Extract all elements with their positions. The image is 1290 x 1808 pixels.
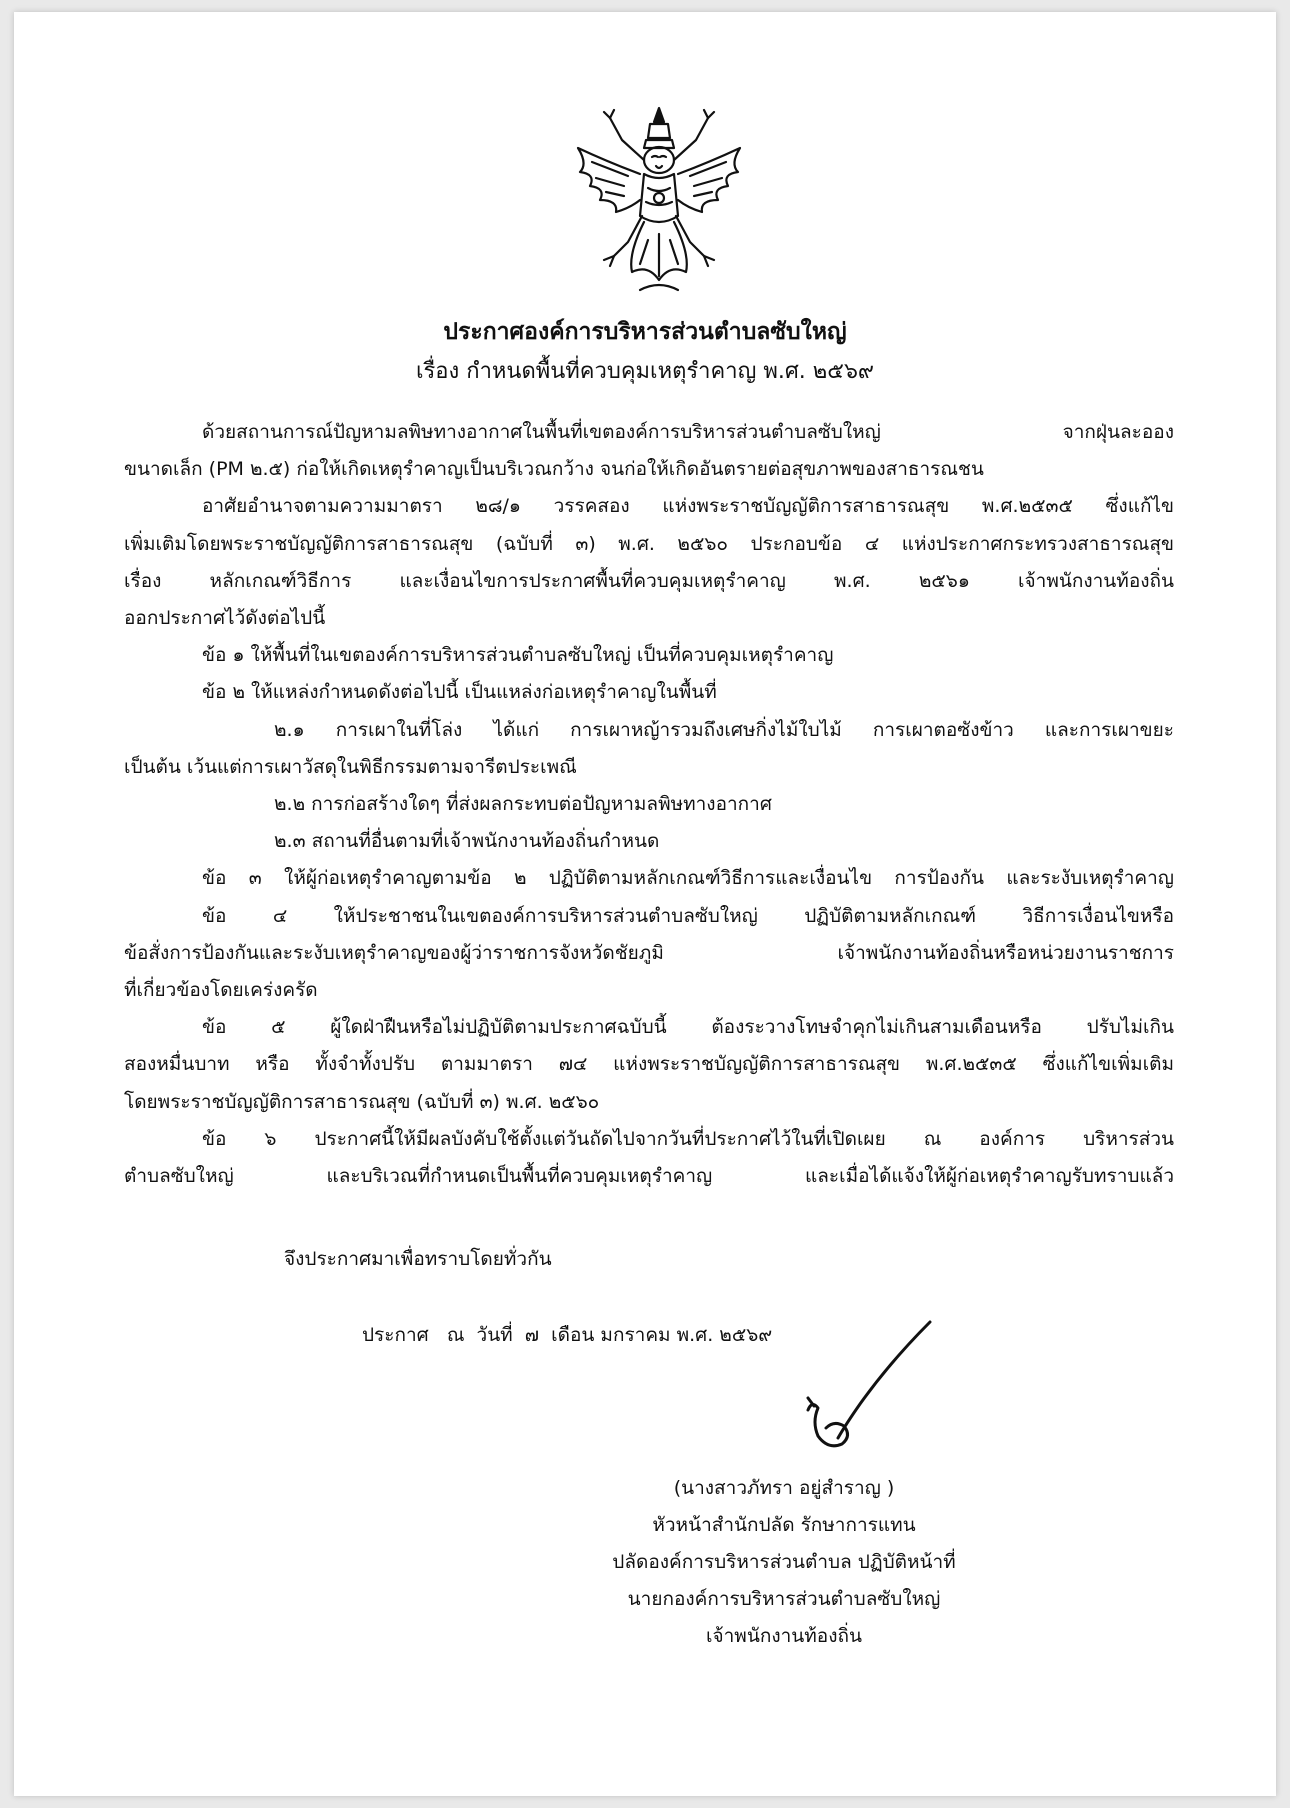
clause-2: ข้อ ๒ ให้แหล่งกำหนดดังต่อไปนี้ เป็นแหล่งก่อเหตุรำคาญในพื้นที่ <box>202 681 717 704</box>
signer-name: (นางสาวภัทรา อยู่สำราญ ) <box>673 1477 895 1499</box>
clause-6: ข้อ ๖ ประกาศนี้ให้มีผลบังคับใช้ตั้งแต่วันถัดไปจากวันที่ประกาศไว้ในที่เปิดเผย ณ องค์การ บริหารส่วน <box>202 1127 1174 1150</box>
clause-2-2: ๒.๒ การก่อสร้างใดๆ ที่ส่งผลกระทบต่อปัญหามลพิษทางอากาศ <box>274 793 772 816</box>
paragraph-line: เพิ่มเติมโดยพระราชบัญญัติการสาธารณสุข (ฉบับที่ ๓) พ.ศ. ๒๕๖๐ ประกอบข้อ ๔ แห่งประกาศกระทรวงสาธารณสุข <box>124 532 1174 555</box>
signer-position: เจ้าพนักงานท้องถิ่น <box>706 1625 862 1647</box>
clause-1: ข้อ ๑ ให้พื้นที่ในเขตองค์การบริหารส่วนตำบลซับใหญ่ เป็นที่ควบคุมเหตุรำคาญ <box>202 644 834 667</box>
announcement-title: ประกาศองค์การบริหารส่วนตำบลซับใหญ่ <box>443 319 847 345</box>
clause-5-cont: โดยพระราชบัญญัติการสาธารณสุข (ฉบับที่ ๓) พ.ศ. ๒๕๖๐ <box>124 1090 600 1113</box>
signer-position: หัวหน้าสำนักปลัด รักษาการแทน <box>652 1514 916 1536</box>
clause-5: ข้อ ๕ ผู้ใดฝ่าฝืนหรือไม่ปฏิบัติตามประกาศฉบับนี้ ต้องระวางโทษจำคุกไม่เกินสามเดือนหรือ ปรับไม่เกิน <box>202 1016 1174 1039</box>
clause-4: ข้อ ๔ ให้ประชาชนในเขตองค์การบริหารส่วนตำบลซับใหญ่ ปฏิบัติตามหลักเกณฑ์ วิธีการเงื่อนไขหรือ <box>202 904 1174 927</box>
signer-position: ปลัดองค์การบริหารส่วนตำบล ปฏิบัติหน้าที่ <box>612 1551 956 1573</box>
signer-block <box>574 1470 994 1655</box>
clause-2-1: ๒.๑ การเผาในที่โล่ง ได้แก่ การเผาหญ้ารวมถึงเศษกิ่งไม้ใบไม้ การเผาตอซังข้าว และการเผาขยะ <box>274 718 1174 741</box>
clause-5-cont: สองหมื่นบาท หรือ ทั้งจำทั้งปรับ ตามมาตรา ๗๔ แห่งพระราชบัญญัติการสาธารณสุข พ.ศ.๒๕๓๕ ซึ่งแก้ไขเพิ่มเติม <box>124 1053 1174 1076</box>
document-page <box>14 12 1276 1796</box>
date-line: ประกาศ ณ วันที่ ๗ เดือน มกราคม พ.ศ. ๒๕๖๙ <box>362 1324 773 1346</box>
paragraph-line: เรื่อง หลักเกณฑ์วิธีการ และเงื่อนไขการประกาศพื้นที่ควบคุมเหตุรำคาญ พ.ศ. ๒๕๖๑ เจ้าพนักงานท้องถิ่น <box>124 569 1174 592</box>
clause-2-1-cont: เป็นต้น เว้นแต่การเผาวัสดุในพิธีกรรมตามจารีตประเพณี <box>124 755 577 778</box>
clause-4-cont: ข้อสั่งการป้องกันและระงับเหตุรำคาญของผู้ว่าราชการจังหวัดชัยภูมิ เจ้าพนักงานท้องถิ่นหรือหน่วยงานราชการ <box>124 941 1174 964</box>
clause-3: ข้อ ๓ ให้ผู้ก่อเหตุรำคาญตามข้อ ๒ ปฏิบัติตามหลักเกณฑ์วิธีการและเงื่อนไข การป้องกัน และระงับเหตุรำคาญ <box>202 867 1174 890</box>
announcement-subject: เรื่อง กำหนดพื้นที่ควบคุมเหตุรำคาญ พ.ศ. ๒๕๖๙ <box>415 359 875 384</box>
announcement-body <box>124 414 1174 1195</box>
clause-6-cont: ตำบลซับใหญ่ และบริเวณที่กำหนดเป็นพื้นที่ควบคุมเหตุรำคาญ และเมื่อได้แจ้งให้ผู้ก่อเหตุรำคาญรับทราบแล้ว <box>124 1165 1174 1188</box>
signer-position: นายกองค์การบริหารส่วนตำบลซับใหญ่ <box>627 1588 941 1610</box>
paragraph-line: อาศัยอำนาจตามความมาตรา ๒๘/๑ วรรคสอง แห่งพระราชบัญญัติการสาธารณสุข พ.ศ.๒๕๓๕ ซึ่งแก้ไข <box>202 495 1174 518</box>
garuda-emblem-icon <box>570 104 748 300</box>
handwritten-signature <box>794 1318 944 1458</box>
closing-line: จึงประกาศมาเพื่อทราบโดยทั่วกัน <box>284 1248 552 1270</box>
paragraph-line: ออกประกาศไว้ดังต่อไปนี้ <box>124 607 326 630</box>
clause-2-3: ๒.๓ สถานที่อื่นตามที่เจ้าพนักงานท้องถิ่นกำหนด <box>274 830 660 853</box>
paragraph-line: ด้วยสถานการณ์ปัญหามลพิษทางอากาศในพื้นที่เขตองค์การบริหารส่วนตำบลซับใหญ่ จากฝุ่นละออง <box>202 421 1174 443</box>
paragraph-line: ขนาดเล็ก (PM ๒.๕) ก่อให้เกิดเหตุรำคาญเป็นบริเวณกว้าง จนก่อให้เกิดอันตรายต่อสุขภาพของสาธารณชน <box>124 458 984 481</box>
clause-4-cont: ที่เกี่ยวข้องโดยเคร่งครัด <box>124 979 318 1002</box>
